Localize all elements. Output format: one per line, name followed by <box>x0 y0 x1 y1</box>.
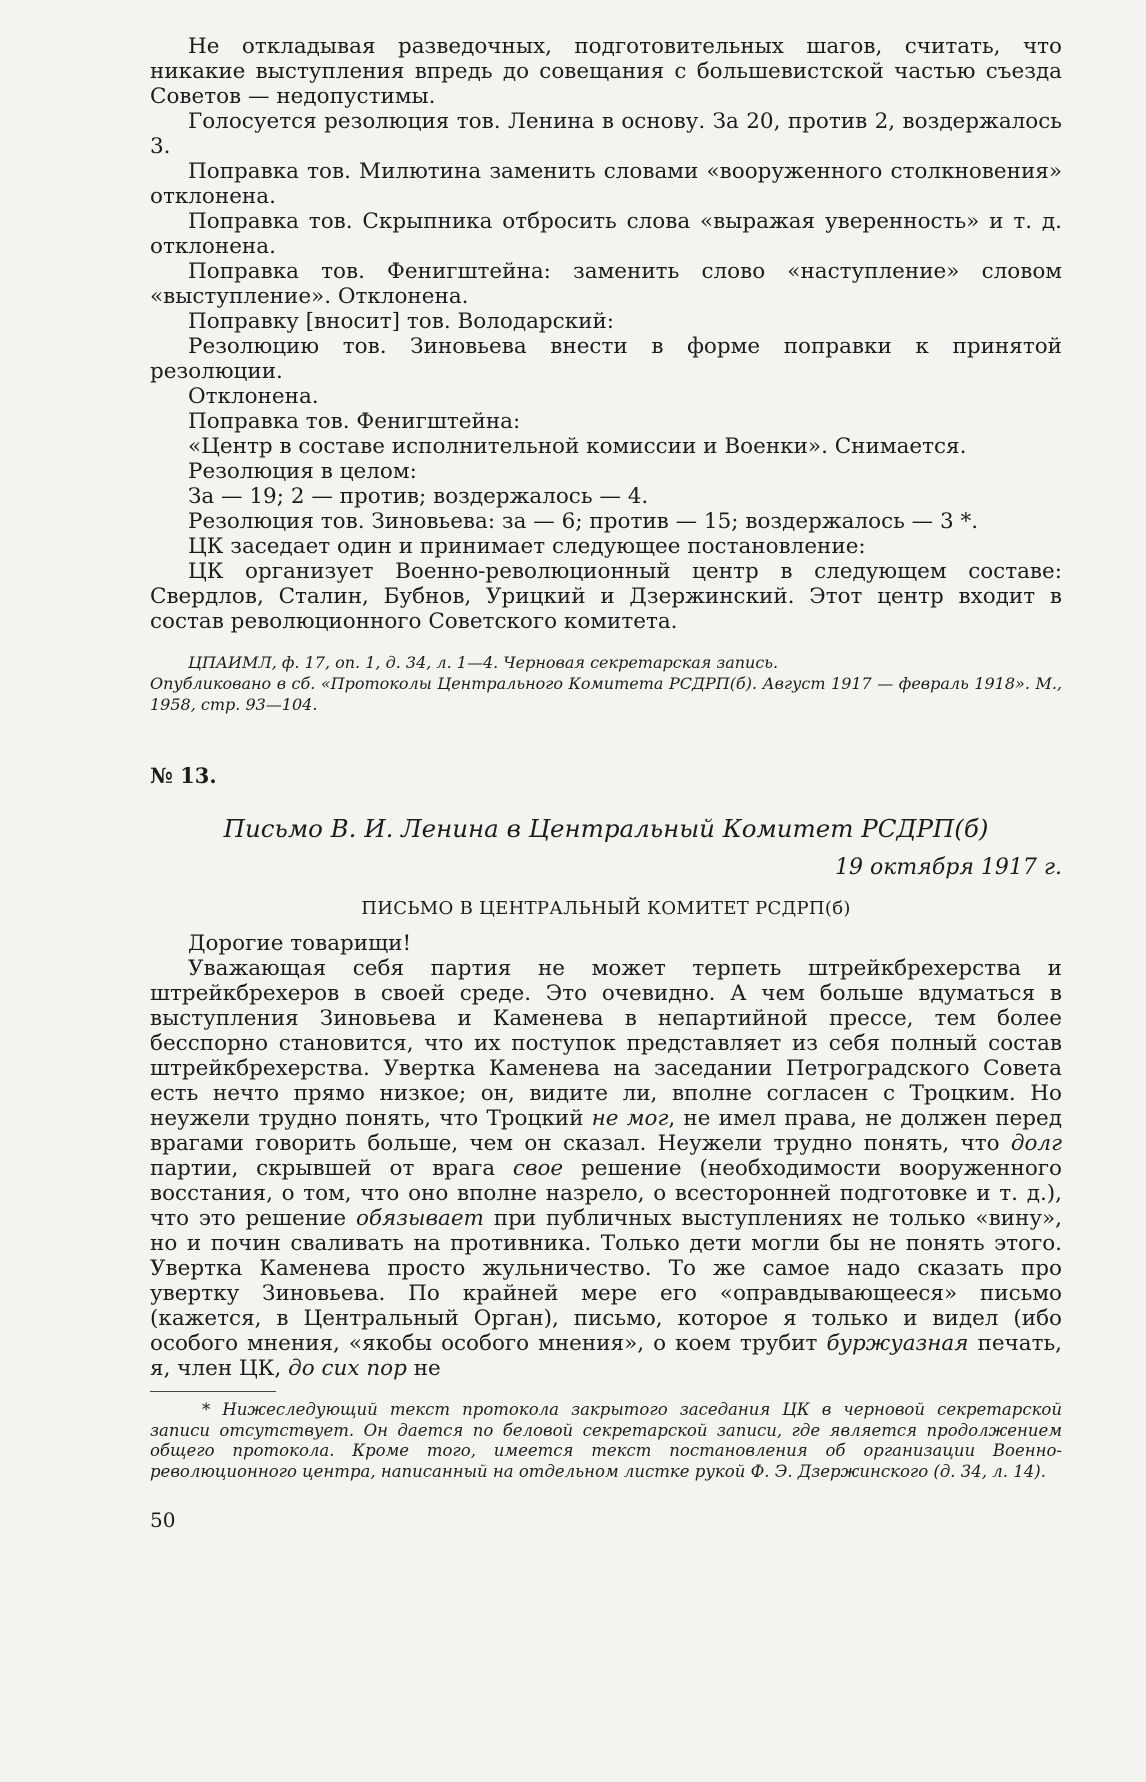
paragraph-center-composition: «Центр в составе исполнительной комиссии и Военки». Снимается. <box>188 434 967 459</box>
paragraph-rejected: Отклонена. <box>188 384 319 409</box>
letter-heading: ПИСЬМО В ЦЕНТРАЛЬНЫЙ КОМИТЕТ РСДРП(б) <box>361 898 851 919</box>
emphasis-text: свое <box>512 1156 564 1181</box>
paragraph-zinoviev-vote: Резолюция тов. Зиновьева: за — 6; против — 15; воздержалось — 3 *. <box>188 509 979 534</box>
paragraph-no-actions: Не откладывая разведочных, подготовительных шагов, считать, что никакие выступления впредь до совещания с большевистской частью съезда Советов — недопустимы. <box>150 34 1062 109</box>
letter-greeting: Дорогие товарищи! <box>188 931 412 956</box>
emphasis-text: до сих пор <box>288 1356 407 1381</box>
body-text: партии, скрывшей от врага <box>150 1156 513 1181</box>
emphasis-text: буржуазная <box>826 1331 969 1356</box>
footnote: * Нижеследующий текст протокола закрытого заседания ЦК в черновой секретарской записи отсутствует. Он дается по беловой секретарской записи, где является продолжением общего протокола. Кроме того, имеется текст постановления об организации Военно-революционного центра, написанный на отдельном листке рукой Ф. Э. Дзержинского (д. 34, л. 14). <box>150 1400 1062 1481</box>
body-text: решение (необходимости вооруженного восстания, о том, что оно вполне назрело, о всесторонней подготовке и т. д.), что это решение <box>150 1156 1062 1231</box>
paragraph-volodarsky: Поправку [вносит] тов. Володарский: <box>188 309 615 334</box>
paragraph-milyutin-amendment: Поправка тов. Милютина заменить словами «вооруженного столкновения» отклонена. <box>150 159 1062 209</box>
paragraph-resolution-whole: Резолюция в целом: <box>188 459 417 484</box>
body-text: при публичных выступлениях не только «вину», но и почин сваливать на противника. Только дети могли бы не понять этого. Увертка Каменева просто жульничество. То же самое надо сказать про увертку Зиновьева. По крайней мере его «оправдывающееся» письмо (кажется, в Центральный Орган), письмо, которое я только и видел (ибо особого мнения, «якобы особого мнения», о коем трубит <box>150 1206 1062 1356</box>
paragraph-cc-meets: ЦК заседает один и принимает следующее постановление: <box>188 534 866 559</box>
emphasis-text: обязывает <box>355 1206 484 1231</box>
document-date: 19 октября 1917 г. <box>835 855 1062 880</box>
protocol-section <box>150 34 1062 634</box>
paragraph-military-center: ЦК организует Военно-революционный центр в следующем составе: Свердлов, Сталин, Бубнов, Урицкий и Дзержинский. Этот центр входит в состав революционного Советского комитета. <box>150 559 1062 634</box>
paragraph-fenigstein-amendment: Поправка тов. Фенигштейна: заменить слово «наступление» словом «выступление». Отклонена. <box>150 259 1062 309</box>
emphasis-text: долг <box>1010 1131 1062 1156</box>
document-title: Письмо В. И. Ленина в Центральный Комитет РСДРП(б) <box>223 814 989 843</box>
paragraph-skrypnik-amendment: Поправка тов. Скрыпника отбросить слова «выражая уверенность» и т. д. отклонена. <box>150 209 1062 259</box>
body-text: не <box>406 1356 441 1381</box>
source-archive: ЦПАИМЛ, ф. 17, оп. 1, д. 34, л. 1—4. Черновая секретарская запись. <box>188 653 779 672</box>
letter-body <box>150 956 1062 1381</box>
paragraph-vote-result: За — 19; 2 — против; воздержалось — 4. <box>188 484 649 509</box>
paragraph-vote-lenin: Голосуется резолюция тов. Ленина в основу. За 20, против 2, воздержалось 3. <box>150 109 1062 159</box>
footnote-divider <box>150 1391 276 1392</box>
document-number: № 13. <box>150 763 217 788</box>
body-text: Уважающая себя партия не может терпеть штрейкбрехерства и штрейкбрехеров в своей среде. Это очевидно. А чем больше вдуматься в выступления Зиновьева и Каменева в непартийной прессе, тем более бесспорно становится, что их поступок представляет из себя полный состав штрейкбрехерства. Увертка Каменева на заседании Петроградского Совета есть нечто прямо низкое; он, видите ли, вполне согласен с Троцким. Но неужели трудно понять, что Троцкий <box>150 956 1062 1131</box>
body-text: печать, я, член ЦК, <box>150 1331 1063 1381</box>
page-number: 50 <box>150 1508 176 1532</box>
emphasis-text: не мог <box>591 1106 669 1131</box>
body-text: , не имел права, не должен перед врагами говорить больше, чем он сказал. Неужели трудно понять, что <box>150 1106 1063 1156</box>
source-published: Опубликовано в сб. «Протоколы Центрального Комитета РСДРП(б). Август 1917 — февраль 1918». М., 1958, стр. 93—104. <box>150 674 1062 714</box>
paragraph-fenigstein-second: Поправка тов. Фенигштейна: <box>188 409 521 434</box>
paragraph-zinoviev-resolution: Резолюцию тов. Зиновьева внести в форме поправки к принятой резолюции. <box>150 334 1062 384</box>
